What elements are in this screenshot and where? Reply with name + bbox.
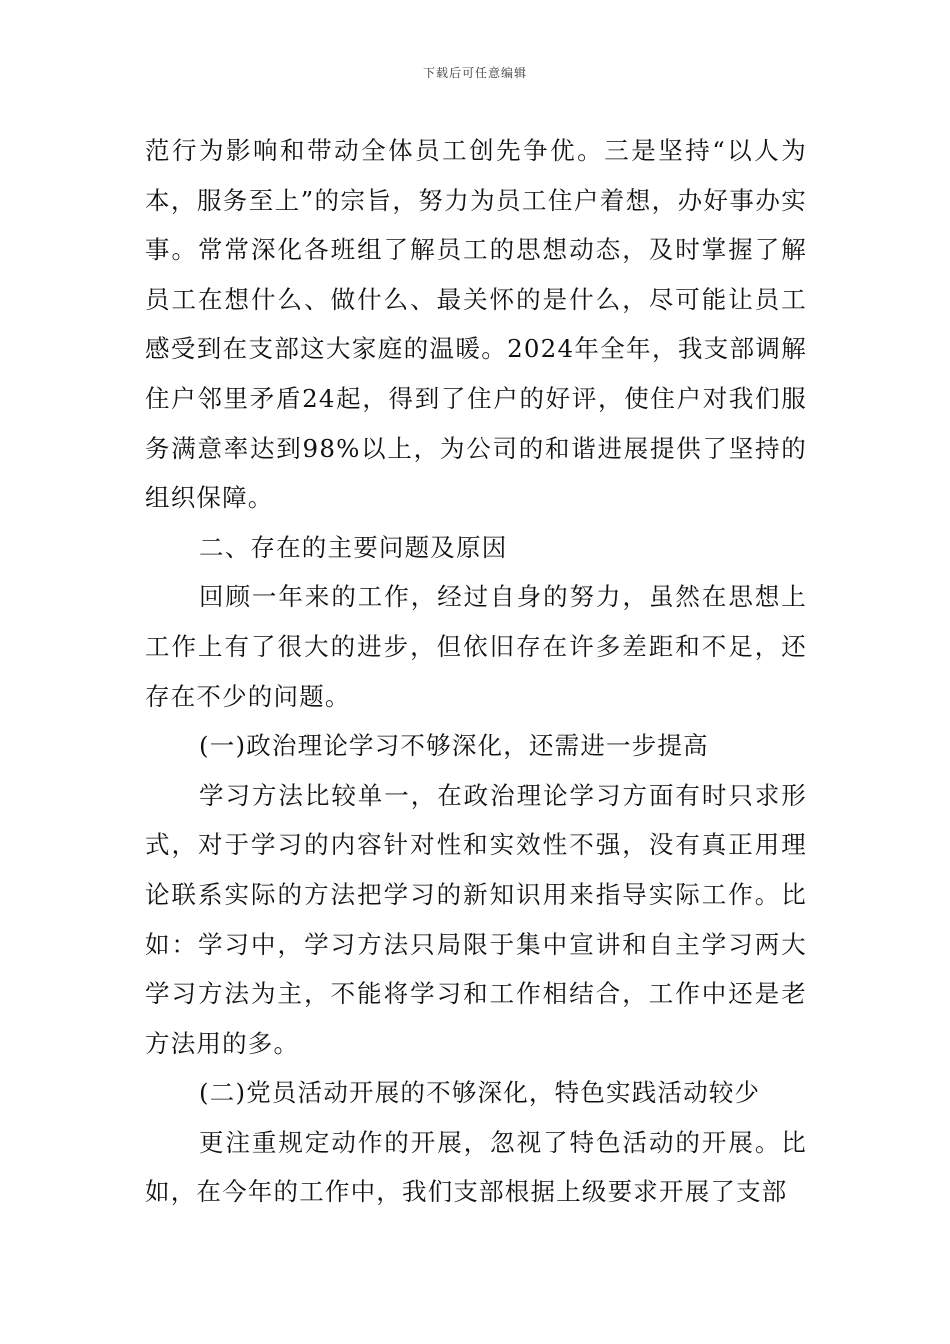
page-header-note: 下载后可任意编辑 xyxy=(422,66,527,80)
paragraph-review: 回顾一年来的工作，经过自身的努力，虽然在思想上工作上有了很大的进步，但依旧存在许多差距和不足，还存在不少的问题。 xyxy=(145,582,807,711)
paragraph-study-methods: 学习方法比较单一，在政治理论学习方面有时只求形式，对于学习的内容针对性和实效性不强，没有真正用理论联系实际的方法把学习的新知识用来指导实际工作。比如：学习中，学习方法只局限于集中宣讲和自主学习两大学习方法为主，不能将学习和工作相结合，工作中还是老方法用的多。 xyxy=(145,780,807,1058)
paragraph-activities: 更注重规定动作的开展，忽视了特色活动的开展。比如，在今年的工作中，我们支部根据上级要求开展了支部 xyxy=(145,1127,807,1207)
subheading-member-activities: (二)党员活动开展的不够深化，特色实践活动较少 xyxy=(199,1078,761,1108)
subheading-theory-study: (一)政治理论学习不够深化，还需进一步提高 xyxy=(199,731,709,761)
paragraph-service-summary: 范行为影响和带动全体员工创先争优。三是坚持“以人为本，服务至上”的宗旨，努力为员工住户着想，办好事办实事。常常深化各班组了解员工的思想动态，及时掌握了解员工在想什么、做什么、最关怀的是什么，尽可能让员工感受到在支部这大家庭的温暖。2024年全年，我支部调解住户邻里矛盾24起，得到了住户的好评，使住户对我们服务满意率达到98%以上，为公司的和谐进展提供了坚持的组织保障。 xyxy=(145,136,807,513)
section-heading-problems: 二、存在的主要问题及原因 xyxy=(199,532,508,562)
document-body xyxy=(145,126,807,1217)
